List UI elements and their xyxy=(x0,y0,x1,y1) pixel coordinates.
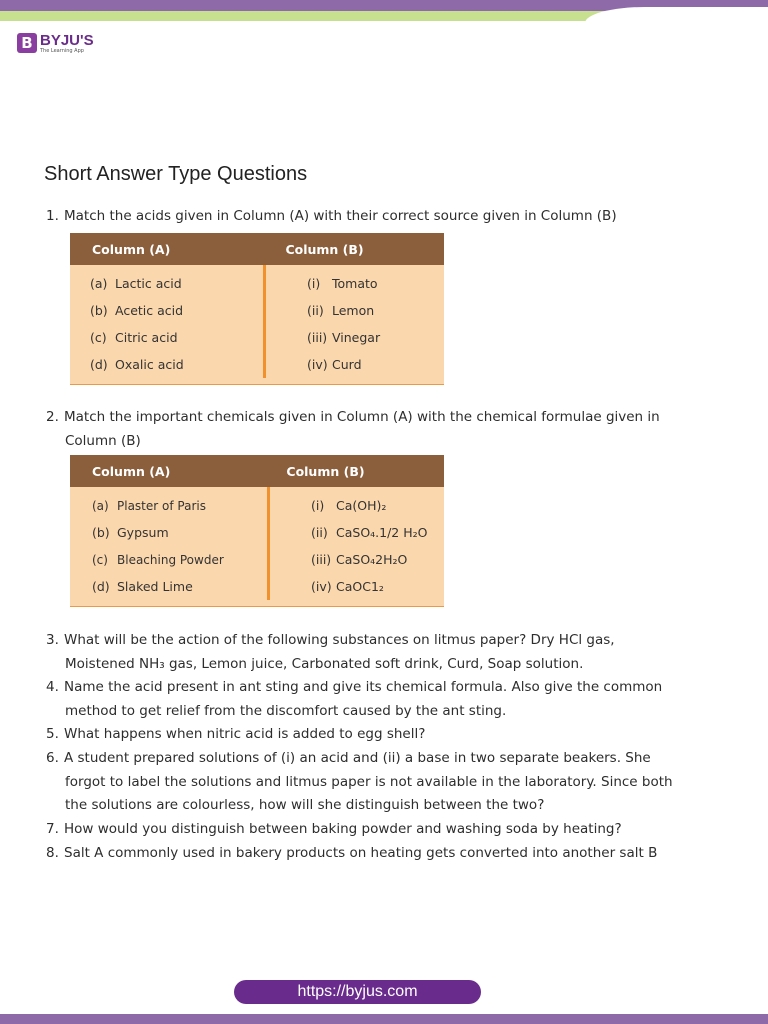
row-text: Plaster of Paris xyxy=(117,498,206,513)
section-title: Short Answer Type Questions xyxy=(44,163,308,185)
row-label: (i) xyxy=(311,498,325,513)
row-label: (ii) xyxy=(307,303,324,318)
row-label: (d) xyxy=(90,357,108,372)
question-text-line: the solutions are colourless, how will she distinguish between the two? xyxy=(65,797,545,813)
question-8 xyxy=(46,842,657,866)
row-label: (b) xyxy=(90,303,108,318)
row-label: (iii) xyxy=(307,330,328,345)
question-text-line: Name the acid present in ant sting and give its chemical formula. Also give the common xyxy=(64,679,663,695)
question-text: Match the acids given in Column (A) with their correct source given in Column (B) xyxy=(64,208,617,224)
row-text: Oxalic acid xyxy=(115,357,184,372)
row-text: Acetic acid xyxy=(115,303,184,318)
row-text: Citric acid xyxy=(115,330,178,345)
question-5 xyxy=(46,723,425,747)
row-label: (ii) xyxy=(311,525,328,540)
table-row xyxy=(311,519,428,546)
table-row xyxy=(90,270,283,297)
row-label: (c) xyxy=(90,330,107,345)
table-row xyxy=(90,351,283,378)
column-b-header: Column (B) xyxy=(286,463,365,479)
row-text: Curd xyxy=(332,357,362,372)
question-text: Salt A commonly used in bakery products on heating gets converted into another salt B xyxy=(64,845,658,861)
table-row xyxy=(90,324,283,351)
column-b xyxy=(283,265,380,378)
column-a xyxy=(70,265,283,378)
question-number: 3. xyxy=(46,632,59,648)
logo-tagline: The Learning App xyxy=(40,48,84,54)
question-number: 1. xyxy=(46,208,59,224)
header-curve-decoration xyxy=(585,7,768,23)
question-number: 5. xyxy=(46,726,59,742)
question-text-line: A student prepared solutions of (i) an acid and (ii) a base in two separate beakers. She xyxy=(64,750,651,766)
question-text-line: Column (B) xyxy=(65,432,141,449)
table-row xyxy=(311,492,428,519)
question-3 xyxy=(46,629,615,676)
row-label: (i) xyxy=(307,276,321,291)
question-number: 6. xyxy=(46,750,59,766)
footer-url-link[interactable]: https://byjus.com xyxy=(234,980,481,1004)
logo-mark-icon: B xyxy=(17,33,37,53)
column-a xyxy=(70,487,289,600)
row-text: CaSO₄2H₂O xyxy=(336,552,408,567)
table-row xyxy=(92,519,289,546)
row-label: (d) xyxy=(92,579,110,594)
row-label: (iv) xyxy=(311,579,332,594)
column-a-header: Column (A) xyxy=(92,463,171,479)
table-row xyxy=(311,573,428,600)
row-text: CaOC1₂ xyxy=(336,579,384,594)
question-number: 7. xyxy=(46,821,59,837)
column-divider xyxy=(263,265,266,378)
row-text: Gypsum xyxy=(117,525,169,540)
row-label: (a) xyxy=(92,498,109,513)
byjus-logo[interactable] xyxy=(17,33,94,55)
row-label: (c) xyxy=(92,552,108,567)
question-text-line: Moistened NH₃ gas, Lemon juice, Carbonated soft drink, Curd, Soap solution. xyxy=(65,655,584,672)
row-label: (b) xyxy=(92,525,110,540)
row-text: Bleaching Powder xyxy=(117,552,224,567)
question-text-line: method to get relief from the discomfort caused by the ant sting. xyxy=(65,702,507,719)
table-row xyxy=(311,546,428,573)
row-text: Vinegar xyxy=(332,330,381,345)
question-4 xyxy=(46,676,662,723)
question-2 xyxy=(46,406,660,453)
row-text: Lactic acid xyxy=(115,276,182,291)
row-label: (iii) xyxy=(311,552,332,567)
row-label: (a) xyxy=(90,276,108,291)
row-text: Lemon xyxy=(332,303,375,318)
table-row xyxy=(90,297,283,324)
logo-name: BYJU'S xyxy=(40,32,94,49)
row-text: Tomato xyxy=(332,276,378,291)
table-header xyxy=(70,455,444,487)
question-text-line: What will be the action of the following substances on litmus paper? Dry HCl gas, xyxy=(64,632,615,648)
question-text: How would you distinguish between baking powder and washing soda by heating? xyxy=(64,821,622,837)
table-row xyxy=(92,492,289,519)
question-number: 8. xyxy=(46,845,59,861)
match-table-chemicals xyxy=(70,455,444,607)
table-row xyxy=(92,546,289,573)
table-row xyxy=(307,270,380,297)
table-row xyxy=(92,573,289,600)
question-6 xyxy=(46,747,673,818)
row-text: CaSO₄.1/2 H₂O xyxy=(336,525,428,540)
question-text-line: Match the important chemicals given in Column (A) with the chemical formulae given in xyxy=(64,409,660,425)
question-text-line: forgot to label the solutions and litmus paper is not available in the laboratory. Since both xyxy=(65,773,673,790)
match-table-acids xyxy=(70,233,444,385)
column-b-header: Column (B) xyxy=(285,241,364,257)
question-text: What happens when nitric acid is added to egg shell? xyxy=(64,726,426,742)
table-row xyxy=(307,297,380,324)
table-row xyxy=(307,351,380,378)
row-text: Ca(OH)₂ xyxy=(336,498,387,513)
column-b xyxy=(289,487,428,600)
table-header xyxy=(70,233,444,265)
question-number: 4. xyxy=(46,679,59,695)
row-text: Slaked Lime xyxy=(117,579,193,594)
bottom-purple-band xyxy=(0,1014,768,1024)
question-number: 2. xyxy=(46,409,59,425)
question-1 xyxy=(46,205,617,229)
column-a-header: Column (A) xyxy=(92,241,171,257)
question-7 xyxy=(46,818,622,842)
table-row xyxy=(307,324,380,351)
row-label: (iv) xyxy=(307,357,328,372)
column-divider xyxy=(267,487,270,600)
